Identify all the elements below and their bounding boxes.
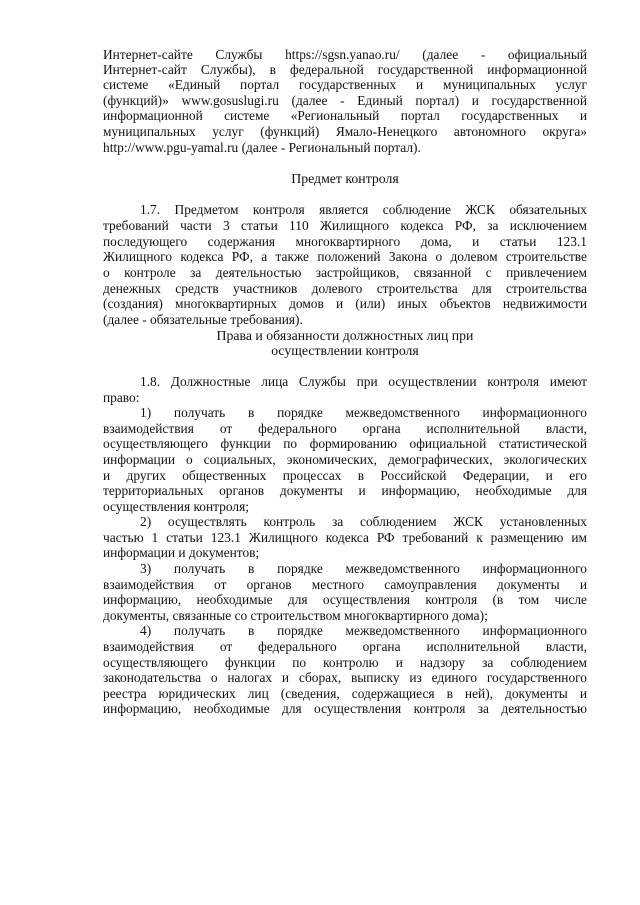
- text-line: частью 1 статьи 123.1 Жилищного кодекса РФ требований к размещению им: [103, 530, 587, 545]
- section-heading-rights-line1: Права и обязанности должностных лиц при: [216, 328, 474, 343]
- text-line: документы, связанные со строительством многоквартирного дома);: [103, 608, 488, 623]
- text-line: информацию, необходимые для осуществления контроля за деятельностью: [103, 701, 587, 716]
- text-line: о контроле за деятельностью застройщиков, связанной с привлечением: [103, 265, 587, 280]
- list-item-3-first-line: 3) получать в порядке межведомственного информационного: [140, 561, 587, 576]
- text-line: территориальных органов документы и информацию, необходимые для: [103, 483, 587, 498]
- text-line: право:: [103, 390, 140, 405]
- paragraph-first-line: 1.8. Должностные лица Службы при осуществлении контроля имеют: [140, 374, 587, 389]
- paragraph-first-line: 1.7. Предметом контроля является соблюдение ЖСК обязательных: [140, 202, 587, 217]
- text-line: http://www.pgu-yamal.ru (далее - Региональный портал).: [103, 140, 421, 155]
- text-line: муниципальных услуг (функций) Ямало-Ненецкого автономного округа»: [103, 124, 587, 139]
- text-line: (далее - обязательные требования).: [103, 312, 303, 327]
- list-item-1-first-line: 1) получать в порядке межведомственного информационного: [140, 405, 587, 420]
- list-item-4-first-line: 4) получать в порядке межведомственного информационного: [140, 623, 587, 638]
- text-line: взаимодействия от федерального органа исполнительной власти,: [103, 639, 587, 654]
- text-line: реестра юридических лиц (сведения, содержащиеся в ней), документы и: [103, 686, 587, 701]
- text-line: системе «Единый портал государственных и муниципальных услуг: [103, 77, 587, 92]
- text-line: осуществляющего функции по контролю и надзору за соблюдением: [103, 655, 587, 670]
- text-line: требований части 3 статьи 110 Жилищного кодекса РФ, за исключением: [103, 218, 587, 233]
- text-line: информационной системе «Региональный портал государственных и: [103, 108, 587, 123]
- text-line: (создания) многоквартирных домов и (или) иных объектов недвижимости: [103, 296, 587, 311]
- text-line: осуществления контроля;: [103, 499, 249, 514]
- text-line: взаимодействия от органов местного самоуправления документы и: [103, 577, 587, 592]
- text-line: Интернет-сайт Службы), в федеральной государственной информационной: [103, 62, 587, 77]
- text-line: информации и документов;: [103, 545, 260, 560]
- text-line: информации о социальных, экономических, демографических, экологических: [103, 452, 587, 467]
- text-line: (функций)» www.gosuslugi.ru (далее - Единый портал) и государственной: [103, 93, 587, 108]
- list-item-2-first-line: 2) осуществлять контроль за соблюдением ЖСК установленных: [140, 514, 587, 529]
- text-line: последующего содержания многоквартирного дома, и статьи 123.1: [103, 234, 587, 249]
- text-line: Интернет-сайте Службы https://sgsn.yanao.ru/ (далее - официальный: [103, 47, 587, 62]
- text-line: взаимодействия от федерального органа исполнительной власти,: [103, 421, 587, 436]
- text-line: и других общественных процессах в Российской Федерации, и его: [103, 468, 587, 483]
- section-heading-rights-line2: осуществлении контроля: [271, 343, 419, 358]
- text-line: законодательства о налогах и сборах, выписку из единого государственного: [103, 670, 587, 685]
- text-line: информацию, необходимые для осуществления контроля (в том числе: [103, 592, 587, 607]
- text-line: денежных средств участников долевого строительства для строительства: [103, 281, 587, 296]
- text-line: осуществляющего функции по формированию официальной статистической: [103, 436, 587, 451]
- section-heading-subject: Предмет контроля: [291, 171, 399, 186]
- text-line: Жилищного кодекса РФ, а также положений Закона о долевом строительстве: [103, 249, 587, 264]
